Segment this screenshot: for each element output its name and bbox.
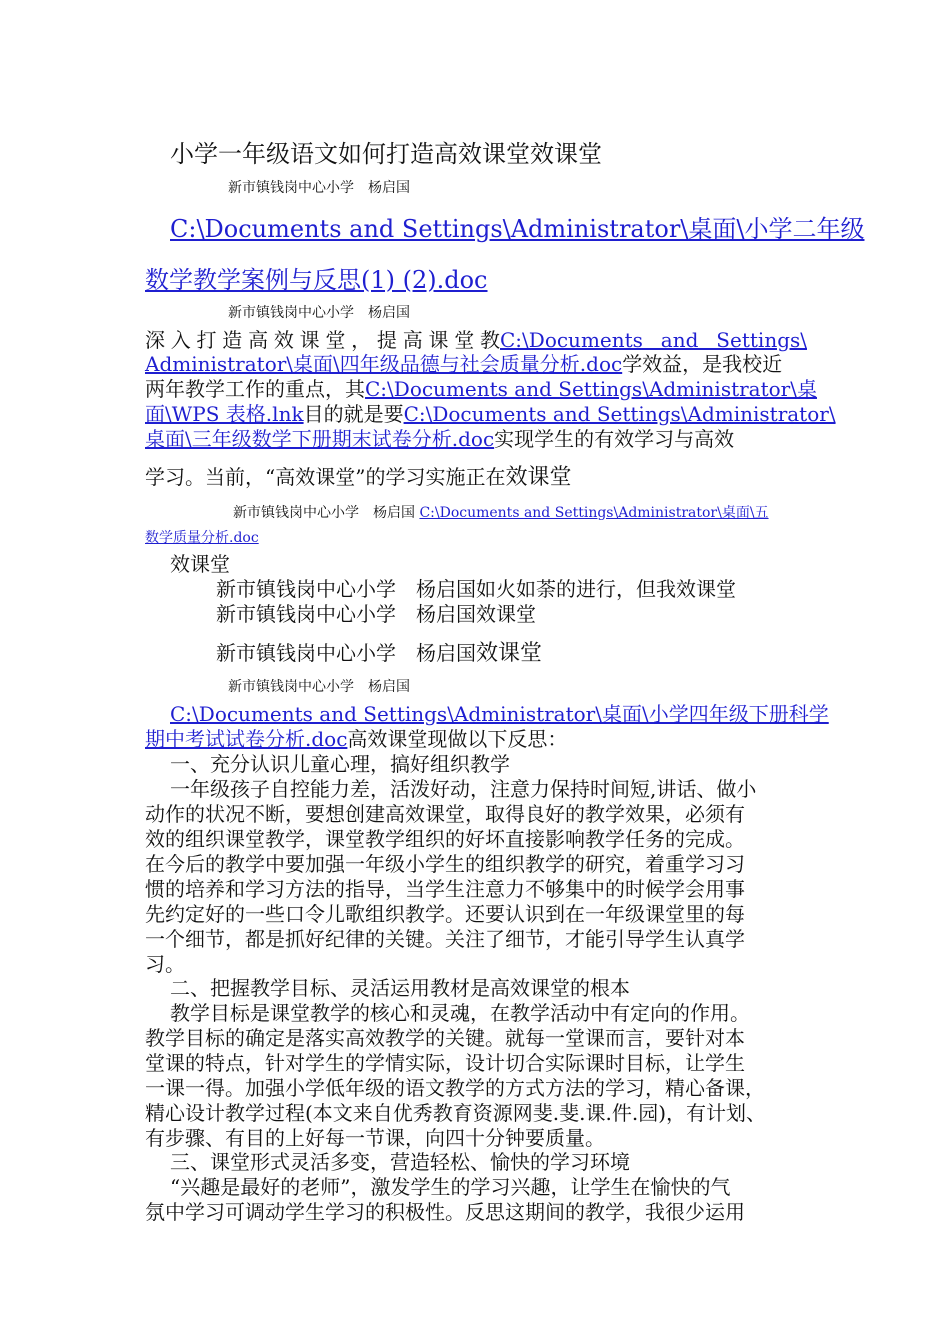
section-heading: 三、课堂形式灵活多变，营造轻松、愉快的学习环境 [170,1150,630,1174]
paragraph-line [145,423,734,452]
link-doc-grade2-math[interactable]: C:\Documents and Settings\Administrator\桌面\小学二年级 [170,215,865,243]
text-line [216,636,542,667]
link-doc-grade5[interactable]: C:\Documents and Settings\Administrator\桌面\五 [419,505,769,521]
byline: 新市镇钱岗中心小学 杨启国 [233,505,415,521]
paragraph-line [145,460,571,491]
body-line: 教学目标是课堂教学的核心和灵魂，在教学活动中有定向的作用。 [170,1001,750,1025]
link-doc-grade3-math[interactable]: 桌面\三年级数学下册期末试卷分析.doc [145,427,495,451]
text-span: 学效益，是我校近 [622,352,783,376]
text-line: 效课堂 [170,552,230,576]
body-line: 一年级孩子自控能力差，活泼好动，注意力保持时间短,讲话、做小 [170,777,757,801]
text-line: 新市镇钱岗中心小学 杨启国如火如荼的进行，但我效课堂 [216,577,736,601]
body-line: 习。 [145,952,185,976]
link-doc-grade4-moral[interactable]: Administrator\桌面\四年级品德与社会质量分析.doc [145,352,623,376]
text-line: 新市镇钱岗中心小学 杨启国效课堂 [216,602,536,626]
link-settings-2[interactable]: C:\Documents and Settings\Administrator\ [403,402,836,426]
text-span: 新市镇钱岗中心小学 杨启国 [216,641,476,665]
body-line: 堂课的特点，针对学生的学情实际，设计切合实际课时目标，让学生 [145,1051,745,1075]
link-doc-grade2-math-cont[interactable]: 数学教学案例与反思(1) (2).doc [145,266,488,294]
body-line: 有步骤、有目的上好每一节课，向四十分钟要质量。 [145,1126,605,1150]
text-span: 两年教学工作的重点，其 [145,377,365,401]
link-settings[interactable]: C:\Documents and Settings\ [500,328,807,352]
text-span: 目的就是要 [303,402,404,426]
byline: 新市镇钱岗中心小学 杨启国 [228,180,410,196]
text-span-large: 效课堂 [476,641,543,666]
body-line: “兴趣是最好的老师”，激发学生的学习兴趣，让学生在愉快的气 [170,1175,731,1199]
text-span: 学习。当前，“高效课堂”的学习实施正在 [145,465,506,489]
text-span-large: 效课堂 [505,465,572,490]
section-heading: 一、充分认识儿童心理，搞好组织教学 [170,752,510,776]
body-line: 惯的培养和学习方法的指导，当学生注意力不够集中的时候学会用事 [145,877,745,901]
body-line: 在今后的教学中要加强一年级小学生的组织教学的研究，着重学习习 [145,852,745,876]
text-span: 高效课堂现做以下反思： [347,727,568,751]
link-doc-grade5-cont[interactable]: 数学质量分析.doc [145,530,259,546]
link-doc-grade4-science[interactable]: C:\Documents and Settings\Administrator\桌面\小学四年级下册科学 [170,702,829,726]
page-title: 小学一年级语文如何打造高效课堂效课堂 [170,140,602,168]
body-line: 动作的状况不断，要想创建高效课堂，取得良好的教学效果，必须有 [145,802,745,826]
text-span: 实现学生的有效学习与高效 [494,427,735,451]
link-desktop[interactable]: C:\Documents and Settings\Administrator\桌 [365,377,817,401]
small-line [233,502,769,522]
section-heading: 二、把握教学目标、灵活运用教材是高效课堂的根本 [170,976,630,1000]
byline: 新市镇钱岗中心小学 杨启国 [228,305,410,321]
body-line: 氛中学习可调动学生学习的积极性。反思这期间的教学，我很少运用 [145,1200,745,1224]
body-line: 一课一得。加强小学低年级的语文教学的方式方法的学习，精心备课， [145,1076,765,1100]
body-line: 效的组织课堂教学，课堂教学组织的好坏直接影响教学任务的完成。 [145,827,745,851]
link-wps-sheet[interactable]: 面\WPS 表格.lnk [145,402,304,426]
body-line: 先约定好的一些口令儿歌组织教学。还要认识到在一年级课堂里的每 [145,902,745,926]
text-span: 深入打造高效课堂，提高课堂教 [145,328,500,352]
link-doc-grade4-science-cont[interactable]: 期中考试试卷分析.doc [145,727,348,751]
body-line: 精心设计教学过程(本文来自优秀教育资源网斐.斐.课.件.园)，有计划、 [145,1101,767,1125]
byline: 新市镇钱岗中心小学 杨启国 [228,679,410,695]
body-line: 教学目标的确定是落实高效教学的关键。就每一堂课而言，要针对本 [145,1026,745,1050]
body-line: 一个细节，都是抓好纪律的关键。关注了细节，才能引导学生认真学 [145,927,745,951]
